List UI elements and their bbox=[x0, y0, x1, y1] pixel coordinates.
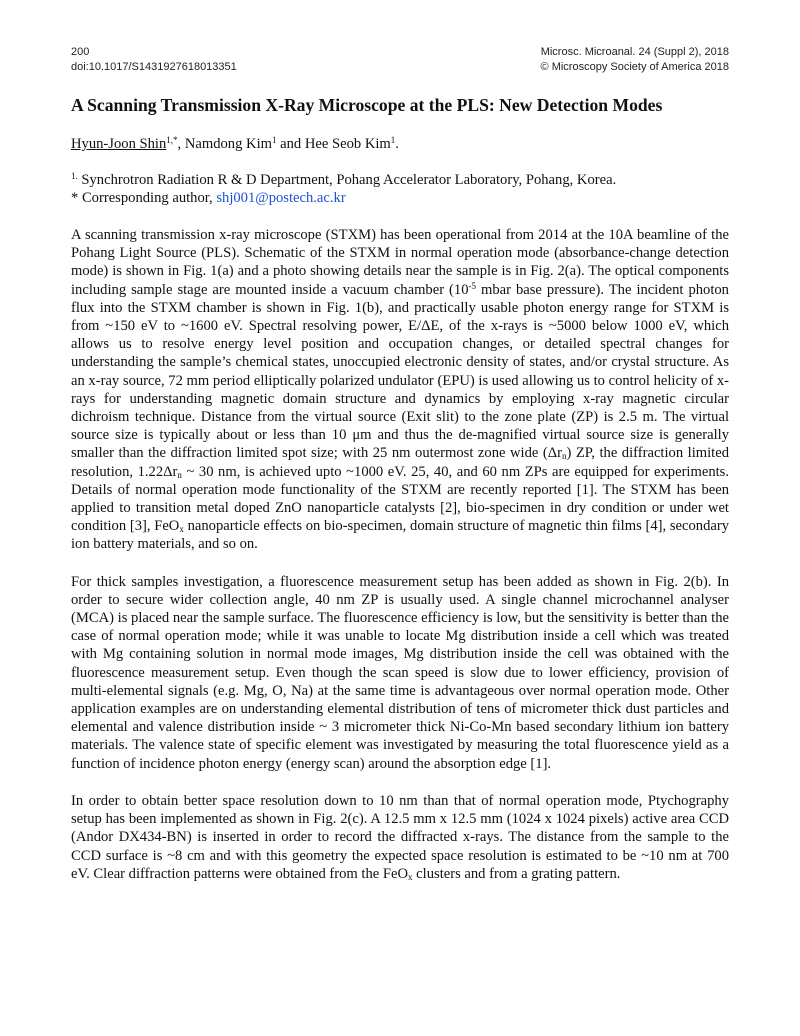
author-name: Hyun-Joon Shin bbox=[71, 136, 167, 152]
paragraph-1 bbox=[71, 226, 729, 554]
paper-page bbox=[71, 45, 729, 883]
corresponding-label: * Corresponding author, bbox=[71, 190, 217, 206]
subscript: x bbox=[408, 871, 413, 882]
author-affiliation-mark: 1,* bbox=[166, 135, 178, 145]
text-run: ) ZP, the diffraction limited resolution, 1.22Δr bbox=[71, 445, 730, 480]
copyright: © Microscopy Society of America 2018 bbox=[540, 61, 729, 73]
header-left bbox=[71, 45, 237, 75]
text-run: ~ 30 nm, is achieved upto ~1000 eV. 25, 40, and 60 nm ZPs are equipped for experiments. Details of normal operation mode functionality of the STXM are recently reported [1]. The STXM has been applied to transition metal doped ZnO nanoparticle catalysts [2], bio-specimen in dry condition or under wet condition [3], FeO bbox=[71, 463, 729, 535]
text-run: nanoparticle effects on bio-specimen, domain structure of magnetic thin films [4], secondary ion battery materials, and so on. bbox=[71, 518, 729, 553]
affiliations bbox=[71, 171, 729, 207]
subscript: n bbox=[177, 469, 182, 480]
author-separator: . bbox=[395, 136, 399, 152]
text-run: In order to obtain better space resolution down to 10 nm than that of normal operation mode, Ptychography setup has been implemented as shown in Fig. 2(c). A 12.5 mm x 12.5 mm (1024 x 1024 pixels) active area CCD (Andor DX434-BN) is inserted in order to record the diffracted x-rays. The distance from the sample to the CCD surface is ~8 cm and with this geometry the expected space resolution is estimated to be ~10 nm at 700 eV. Clear diffraction patterns were obtained from the FeO bbox=[71, 792, 729, 882]
author-separator: , bbox=[177, 136, 185, 152]
running-header bbox=[71, 45, 729, 75]
page-number: 200 bbox=[71, 46, 90, 58]
email-link[interactable]: shj001@postech.ac.kr bbox=[216, 190, 346, 206]
superscript: -5 bbox=[468, 280, 476, 291]
header-right bbox=[541, 45, 729, 75]
text-run: mbar base pressure). The incident photon flux into the STXM chamber is shown in Fig. 1(b), and practically usable photon energy range for STXM is from ~150 eV to ~1600 eV. Spectral resolving power, E/ΔE, of the x-rays is ~5000 below 1000 eV, which allows us to resolve energy level position and occupation changes, or detailed spectral changes for understanding the sample’s chemical states, unoccupied electronic density of states, and/or crystal structure. As an x-ray source, 72 mm period elliptically polarized undulator (EPU) is used allowing us to control helicity of x-rays for understanding magnetic domain structure and dynamics by employing x-ray magnetic circular dichroism technique. Distance from the virtual source (Exit slit) to the zone plate (ZP) is 2.5 m. The virtual source size is typically about or less than 10 μm and thus the de-magnified virtual source size is generally smaller than the diffraction limited spot size; with 25 nm outermost zone wide (Δr bbox=[71, 281, 729, 462]
corresponding-author-line bbox=[71, 189, 729, 207]
subscript: n bbox=[562, 451, 567, 462]
author-name: Hee Seob Kim bbox=[304, 136, 391, 152]
author-name: Namdong Kim bbox=[184, 136, 272, 152]
text-run: A scanning transmission x-ray microscope (STXM) has been operational from 2014 at the 10A beamline of the Pohang Light Source (PLS). Schematic of the STXM in normal operation mode (absorbance-change detection mode) is shown in Fig. 1(a) and a photo showing details near the sample is in Fig. 2(a). The optical components including sample stage are mounted inside a vacuum chamber (10 bbox=[71, 227, 729, 298]
affiliation-marker: 1. bbox=[71, 171, 78, 181]
text-run: clusters and from a grating pattern. bbox=[412, 865, 621, 882]
author-list bbox=[71, 135, 729, 153]
subscript: x bbox=[179, 524, 184, 535]
paragraph-3 bbox=[71, 792, 729, 883]
author-affiliation-mark: 1 bbox=[271, 135, 277, 145]
doi: doi:10.1017/S1431927618013351 bbox=[71, 61, 237, 73]
affiliation-text: Synchrotron Radiation R & D Department, Pohang Accelerator Laboratory, Pohang, Korea. bbox=[77, 172, 617, 188]
paper-title: A Scanning Transmission X-Ray Microscope at the PLS: New Detection Modes bbox=[71, 95, 663, 115]
author-separator: and bbox=[276, 136, 305, 152]
paragraph-2: For thick samples investigation, a fluorescence measurement setup has been added as shown in Fig. 2(b). In order to secure wider collection angle, 40 nm ZP is usually used. A single channel microchannel analyser (MCA) is placed near the sample surface. The fluorescence efficiency is low, but the sensitivity is better than the case of normal operation mode; while it was unable to locate Mg distribution inside a cell which was treated with Mg containing solution in normal mode images, Mg distribution inside the cell was obtained with the fluorescence measurement setup. Even though the scan speed is slow due to lower efficiency, provision of multi-elemental signals (e.g. Mg, O, Na) at the same time is advantageous over normal operation mode. Other application examples are on understanding elemental distribution of tens of micrometer thick dust particles and elemental and valence distribution inside ~ 3 micrometer thick Ni-Co-Mn based secondary lithium ion battery materials. The valence state of specific element was investigated by measuring the total fluorescence yield as a function of incidence photon energy (energy scan) around the absorption edge [1]. bbox=[71, 573, 729, 772]
affiliation-line bbox=[71, 171, 729, 189]
journal-citation: Microsc. Microanal. 24 (Suppl 2), 2018 bbox=[540, 46, 729, 58]
author-affiliation-mark: 1 bbox=[390, 135, 396, 145]
